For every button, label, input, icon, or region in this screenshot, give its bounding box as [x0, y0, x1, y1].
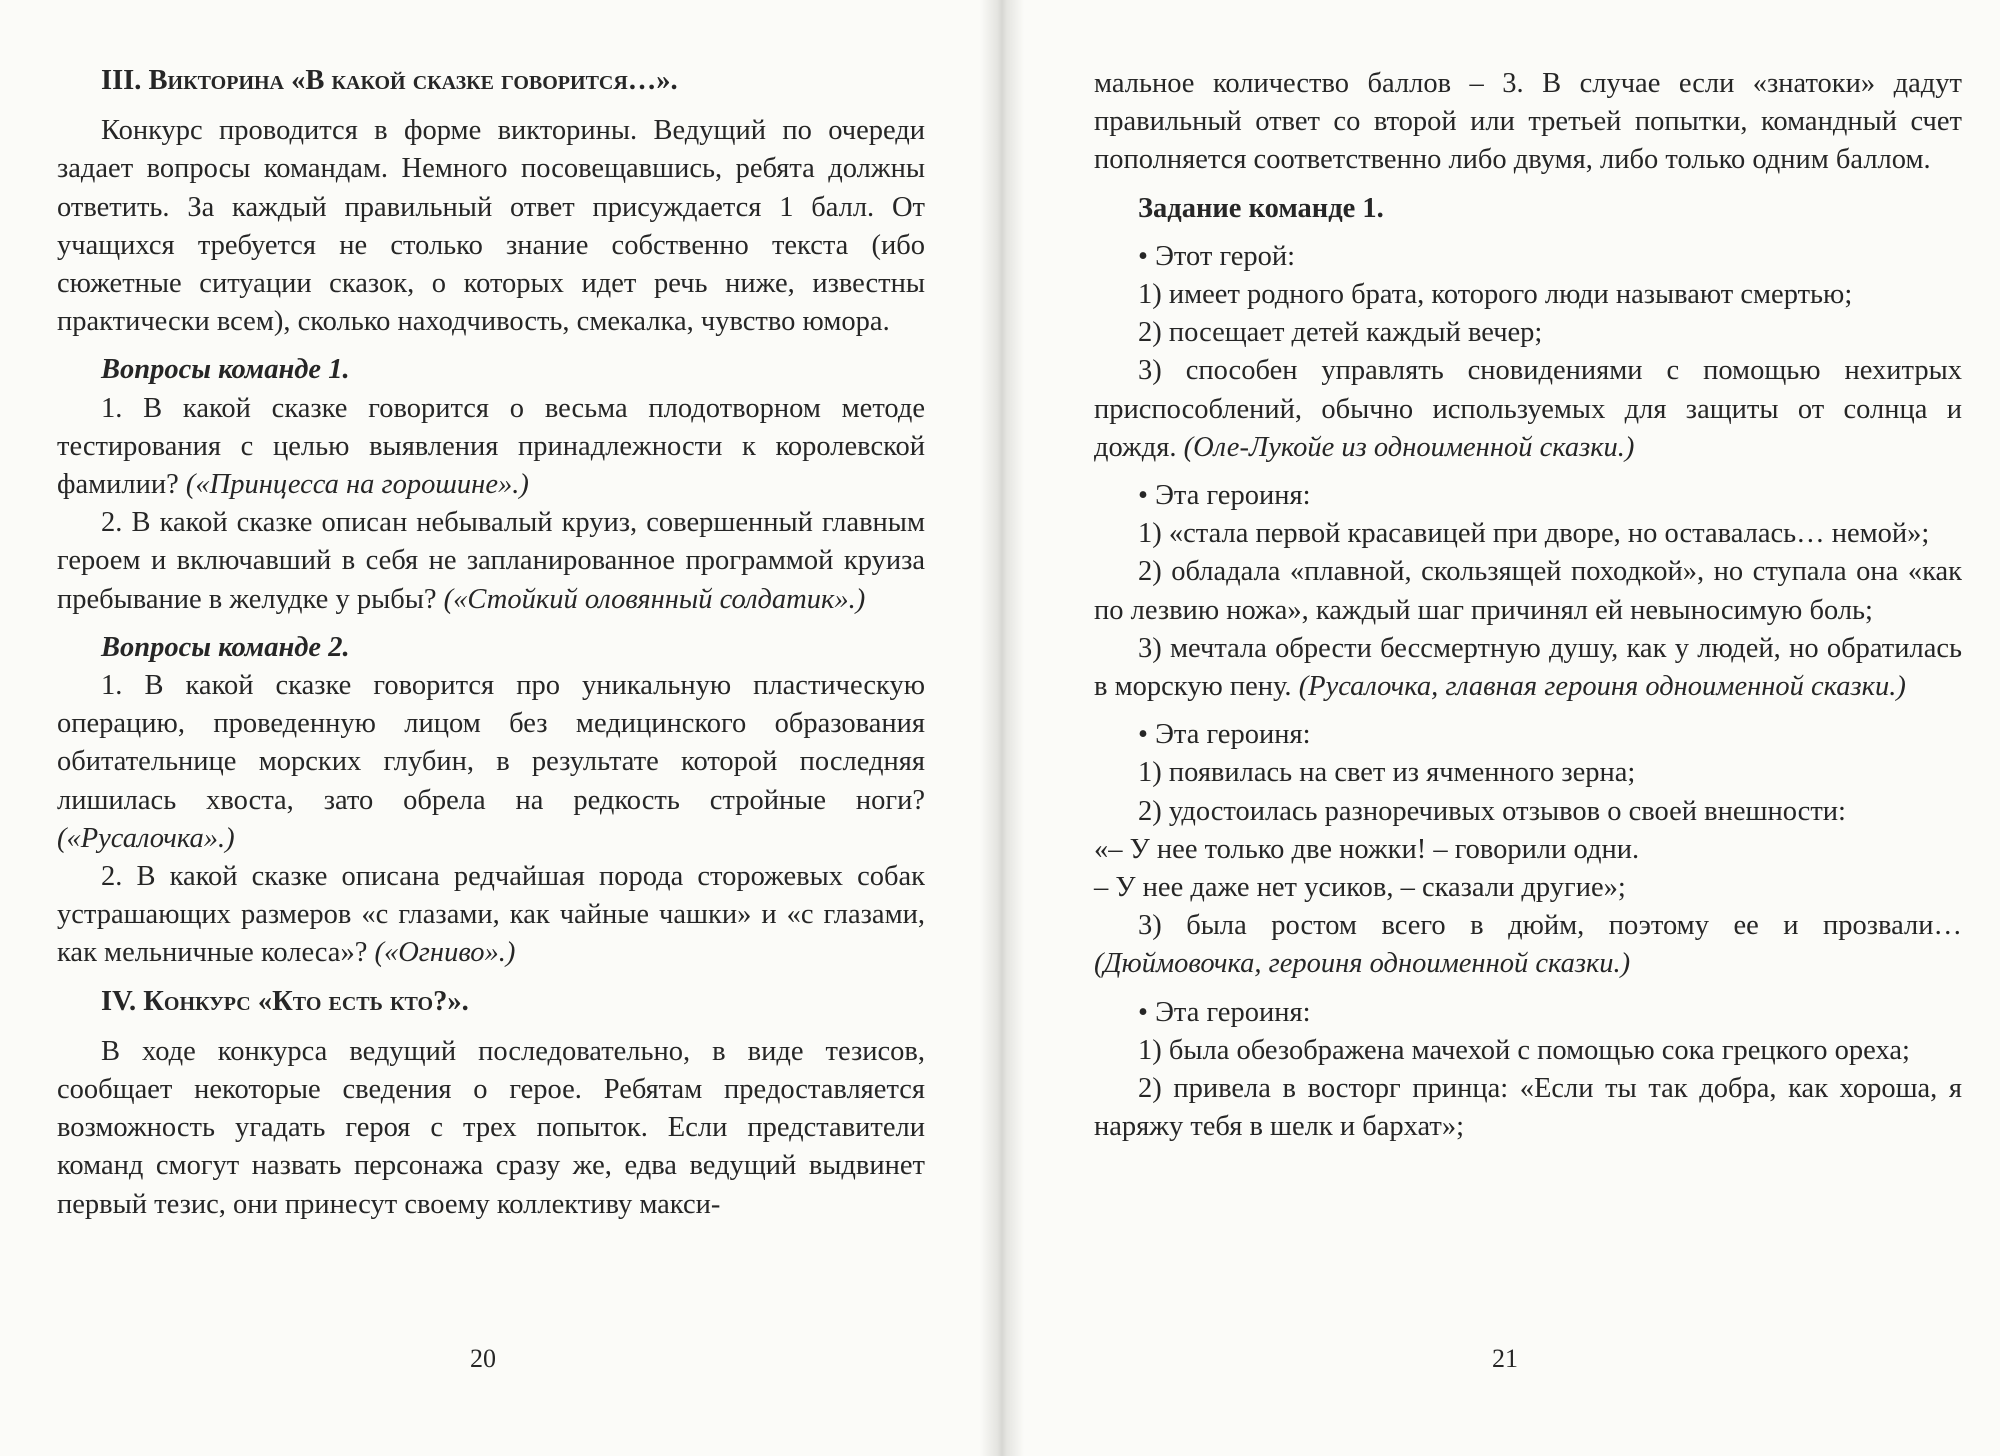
heading-number: IV.	[101, 985, 137, 1017]
question-text: 1. В какой сказке говорится про уникальную пластическую операцию, проведенную лицом без медицинского образования обитательнице морских глубин, в результате которой последняя лишилась хвоста, зато обрела на редкость стройные ноги?	[57, 670, 925, 816]
team2-question-2	[57, 858, 925, 973]
page-number-right: 21	[1492, 1344, 1518, 1373]
answer-text: («Стойкий оловянный солдатик».)	[443, 583, 866, 615]
intro-paragraph: Конкурс проводится в форме викторины. Ведущий по очереди задает вопросы командам. Немного посовещавшись, ребята должны ответить. За каждый правильный ответ присуждается 1 балл. От учащихся требуется не столько знание собственно текста (ибо сюжетные ситуации сказок, о которых идет речь ниже, известны практически всем), сколько находчивость, смекалка, чувство юмора.	[57, 115, 925, 338]
hero2-clue-1: 1) «стала первой красавицей при дворе, но оставалась… немой»;	[1138, 518, 1930, 550]
hero3-quote-1: «– У нее только две ножки! – говорили одни.	[1094, 833, 1640, 865]
question-text: 2. В какой сказке описан небывалый круиз, совершенный главным героем и включавший в себя не запланированное программой круиза пребывание в желудке у рыбы?	[57, 507, 925, 615]
team1-question-2	[57, 504, 925, 619]
question-text: 2. В какой сказке описана редчайшая порода сторожевых собак устрашающих размеров «с глазами, как чайные чашки» и «с глазами, как мельничные колеса»?	[57, 861, 925, 969]
clue-text: 3) была ростом всего в дюйм, поэтому ее и прозвали…	[1138, 910, 1962, 942]
answer-text: (Русалочка, главная героиня одноименной сказки.)	[1298, 671, 1906, 703]
hero1-intro: • Этот герой:	[1138, 240, 1296, 272]
team1-questions-title: Вопросы команде 1.	[101, 354, 350, 386]
hero3-clue-2: 2) удостоилась разноречивых отзывов о своей внешности:	[1138, 795, 1846, 827]
page-number-left: 20	[470, 1344, 496, 1373]
hero4-intro: • Эта героиня:	[1138, 996, 1311, 1028]
team2-question-1	[57, 667, 925, 858]
clue-text: 3) мечтала обрести бессмертную душу, как у людей, но обратилась в морскую пену.	[1094, 632, 1962, 703]
task-title: Задание команде 1.	[1138, 192, 1384, 224]
answer-text: («Русалочка».)	[57, 822, 235, 854]
book-gutter	[980, 0, 1024, 1456]
heading-text: Конкурс «Кто есть кто?».	[143, 985, 469, 1017]
hero1-clue-1: 1) имеет родного брата, которого люди называют смертью;	[1138, 279, 1853, 311]
hero1-clue-3	[1094, 352, 1962, 467]
team2-questions-title: Вопросы команде 2.	[101, 631, 350, 663]
question-text: 1. В какой сказке говорится о весьма плодотворном методе тестирования с целью выявления принадлежности к королевской фамилии?	[57, 392, 925, 501]
hero2-clue-3	[1094, 630, 1962, 706]
hero3-quote-2: – У нее даже нет усиков, – сказали другие»;	[1094, 872, 1626, 904]
hero1-clue-2: 2) посещает детей каждый вечер;	[1138, 317, 1543, 349]
section-heading-quiz	[57, 62, 925, 100]
section-heading-who	[57, 983, 925, 1021]
hero2-intro: • Эта героиня:	[1138, 480, 1311, 512]
hero2-clue-2: 2) обладала «плавной, скользящей походкой», но ступала она «как по лезвию ножа», каждый шаг причинял ей невыносимую боль;	[1094, 556, 1962, 626]
answer-text: (Дюймовочка, героиня одноименной сказки.)	[1094, 948, 1631, 980]
hero4-clue-2: 2) привела в восторг принца: «Если ты так добра, как хороша, я наряжу тебя в шелк и бархат»;	[1094, 1073, 1962, 1143]
clue-text: 3) способен управлять сновидениями с помощью нехитрых приспособлений, обычно используемых для защиты от солнца и дождя.	[1094, 355, 1962, 463]
team1-question-1	[57, 390, 925, 505]
hero3-clue-3	[1094, 907, 1962, 983]
answer-text: («Огниво».)	[374, 937, 516, 969]
left-page	[0, 0, 996, 1456]
right-text-column	[1094, 65, 1962, 1146]
heading-text: Викторина «В какой сказке говорится…».	[148, 65, 678, 96]
who-paragraph: В ходе конкурса ведущий последовательно, в виде тезисов, сообщает некоторые сведения о герое. Ребятам предоставляется возможность угадать героя с трех попыток. Если представители команд смогут назвать персонажа сразу же, едва ведущий выдвинет первый тезис, они принесут своему коллективу макси-	[57, 1035, 925, 1220]
answer-text: («Принцесса на горошине».)	[185, 469, 529, 501]
left-text-column	[57, 62, 925, 1224]
heading-number: III.	[101, 65, 142, 96]
hero4-clue-1: 1) была обезображена мачехой с помощью сока грецкого ореха;	[1138, 1034, 1910, 1066]
hero3-intro: • Эта героиня:	[1138, 719, 1311, 751]
continued-paragraph: мальное количество баллов – 3. В случае если «знатоки» дадут правильный ответ со второй или третьей попытки, командный счет пополняется соответственно либо двумя, либо только одним баллом.	[1094, 68, 1962, 176]
answer-text: (Оле-Лукойе из одноименной сказки.)	[1183, 431, 1635, 463]
hero3-clue-1: 1) появилась на свет из ячменного зерна;	[1138, 757, 1636, 789]
right-page	[1004, 0, 2000, 1456]
